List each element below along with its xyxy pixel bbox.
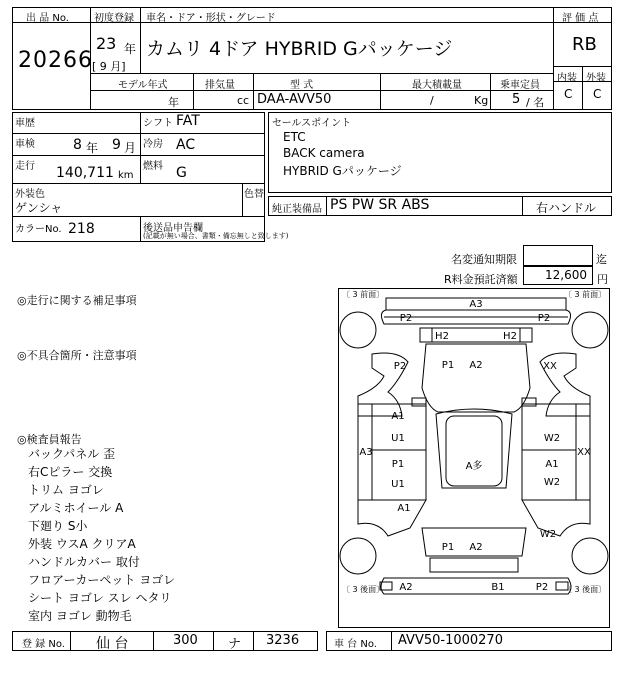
sales-point-item: HYBRID Gパッケージ <box>283 164 402 178</box>
damage-mark: U1 <box>391 479 405 490</box>
model-code-label: 型 式 <box>290 80 314 91</box>
damage-mark: A1 <box>545 459 559 470</box>
report-item: 外装 ウスA クリアA <box>28 537 136 551</box>
inspection-label: 車検 <box>15 139 35 150</box>
car-name-label: 車名・ドア・形状・グレード <box>146 13 276 24</box>
lot-number: 20266 <box>18 48 93 73</box>
damage-mark: P1 <box>441 360 455 371</box>
kg-unit: Kg <box>474 94 489 107</box>
registration-number-label: 登 録 No. <box>22 639 65 650</box>
cc-unit: cc <box>237 94 250 107</box>
capacity-label: 乗車定員 <box>500 80 540 91</box>
damage-mark: P1 <box>441 542 455 553</box>
damage-mark: XX <box>543 361 557 372</box>
diagram-corner-label: 〔 3 後面〕 <box>564 585 607 594</box>
car-diagram <box>338 288 610 628</box>
exterior-grade: C <box>593 87 602 101</box>
fuel-value: G <box>176 165 187 181</box>
report-item: シート ヨゴレ スレ ヘタリ <box>28 591 172 605</box>
report-item: 室内 ヨゴレ 動物毛 <box>28 609 132 623</box>
max-load-label: 最大積載量 <box>412 80 462 91</box>
damage-mark: P2 <box>393 361 407 372</box>
damage-mark: XX <box>577 447 591 458</box>
diagram-corner-label: 〔 3 前面〕 <box>564 290 607 299</box>
exterior-color-label: 外装色 <box>15 189 45 200</box>
inspector-report-list <box>28 445 308 625</box>
model-year-unit: 年 <box>168 96 179 109</box>
damage-mark: B1 <box>491 582 505 593</box>
ac-label: 冷房 <box>143 139 163 150</box>
lot-no-label: 出 品 No. <box>26 13 69 24</box>
report-item: 下廻り S小 <box>28 519 88 533</box>
damage-mark: A2 <box>469 360 483 371</box>
capacity-unit: / 名 <box>526 96 545 109</box>
damage-mark: A3 <box>469 299 483 310</box>
damage-mark: H2 <box>503 331 517 342</box>
history-label: 車歴 <box>15 118 35 129</box>
load-slash: / <box>430 94 434 107</box>
color-no-value: 218 <box>68 221 95 237</box>
rating-score: RB <box>572 34 597 55</box>
mileage-unit: km <box>118 170 134 181</box>
steering-side: 右ハンドル <box>536 201 597 215</box>
year-unit: 年 <box>124 42 137 56</box>
damage-mark: P2 <box>537 313 551 324</box>
exterior-label: 外装 <box>586 73 606 84</box>
shift-label: シフト <box>143 118 173 129</box>
report-item: ハンドルカバー 取付 <box>28 555 140 569</box>
name-change-box <box>523 245 593 266</box>
report-item: フロアーカーペット ヨゴレ <box>28 573 176 587</box>
shift-value: FAT <box>176 113 200 129</box>
name-change-unit: 迄 <box>596 253 607 266</box>
damage-mark: P2 <box>535 582 549 593</box>
standard-equipment-label: 純正装備品 <box>272 204 322 215</box>
registration-class: 300 <box>173 633 198 648</box>
registration-year: 23 <box>96 34 117 53</box>
interior-grade: C <box>564 87 573 101</box>
displacement-label: 排気量 <box>205 80 235 91</box>
sales-point-item: BACK camera <box>283 146 365 160</box>
sales-point-item: ETC <box>283 130 306 144</box>
damage-mark: A多 <box>465 461 483 472</box>
diagram-corner-label: 〔 3 後面〕 <box>342 585 385 594</box>
rating-label: 評 価 点 <box>562 13 599 24</box>
documents-note: (記載が無い場合、書類・備忘無しと致します) <box>143 232 289 240</box>
supplement-title: ◎走行に関する補足事項 <box>17 294 137 307</box>
damage-mark: W2 <box>543 477 561 488</box>
diagram-corner-label: 〔 3 前面〕 <box>342 290 385 299</box>
interior-label: 内装 <box>557 73 577 84</box>
report-item: バックパネル 歪 <box>28 447 116 461</box>
inspection-year: 8 <box>73 137 82 153</box>
recycle-fee-value: 12,600 <box>545 268 587 282</box>
ac-value: AC <box>176 137 196 153</box>
damage-mark: A1 <box>397 503 411 514</box>
defects-title: ◎不具合箇所・注意事項 <box>17 349 137 362</box>
damage-mark: A3 <box>359 447 373 458</box>
registration-kana: ナ <box>228 637 242 652</box>
report-item: トリム ヨゴレ <box>28 483 104 497</box>
car-name: カムリ 4ドア HYBRID Gパッケージ <box>146 38 453 60</box>
mileage-value: 140,711 <box>56 165 114 181</box>
fuel-label: 燃料 <box>143 161 163 172</box>
model-code: DAA-AVV50 <box>257 92 332 107</box>
inspection-month-unit: 月 <box>124 141 137 155</box>
name-change-label: 名変通知期限 <box>451 253 517 266</box>
color-change-label: 色替 <box>244 189 264 200</box>
inspection-month: 9 <box>112 137 121 153</box>
standard-equipment-value: PS PW SR ABS <box>330 197 430 213</box>
chassis-number: AVV50-1000270 <box>398 633 503 648</box>
damage-mark: U1 <box>391 433 405 444</box>
documents-label: 後送品申告欄 <box>143 223 203 234</box>
capacity-value: 5 <box>512 92 521 107</box>
damage-mark: P1 <box>391 459 405 470</box>
registration-number: 3236 <box>266 633 300 648</box>
color-no-label: カラーNo. <box>15 224 62 235</box>
chassis-number-label: 車 台 No. <box>334 639 377 650</box>
model-year-label: モデル年式 <box>118 80 168 91</box>
recycle-fee-label: R料金預託済額 <box>444 273 518 286</box>
damage-mark: P2 <box>399 313 413 324</box>
damage-mark: W2 <box>543 433 561 444</box>
damage-mark: A2 <box>469 542 483 553</box>
inspection-year-unit: 年 <box>86 141 99 155</box>
report-item: アルミホイール A <box>28 501 124 515</box>
exterior-color-value: ゲンシャ <box>15 201 63 215</box>
registration-place: 仙 台 <box>96 636 129 652</box>
inspector-report-title: ◎検査員報告 <box>17 433 82 446</box>
damage-mark: A1 <box>391 411 405 422</box>
mileage-label: 走行 <box>15 161 35 172</box>
damage-mark: W2 <box>539 529 557 540</box>
sales-points-label: セールスポイント <box>272 118 352 129</box>
damage-mark: H2 <box>435 331 449 342</box>
registration-month: [ 9 月] <box>92 60 126 73</box>
damage-mark: A2 <box>399 582 413 593</box>
report-item: 右Cピラー 交換 <box>28 465 113 479</box>
first-registration-label: 初度登録 <box>94 13 134 24</box>
recycle-fee-unit: 円 <box>597 273 608 286</box>
